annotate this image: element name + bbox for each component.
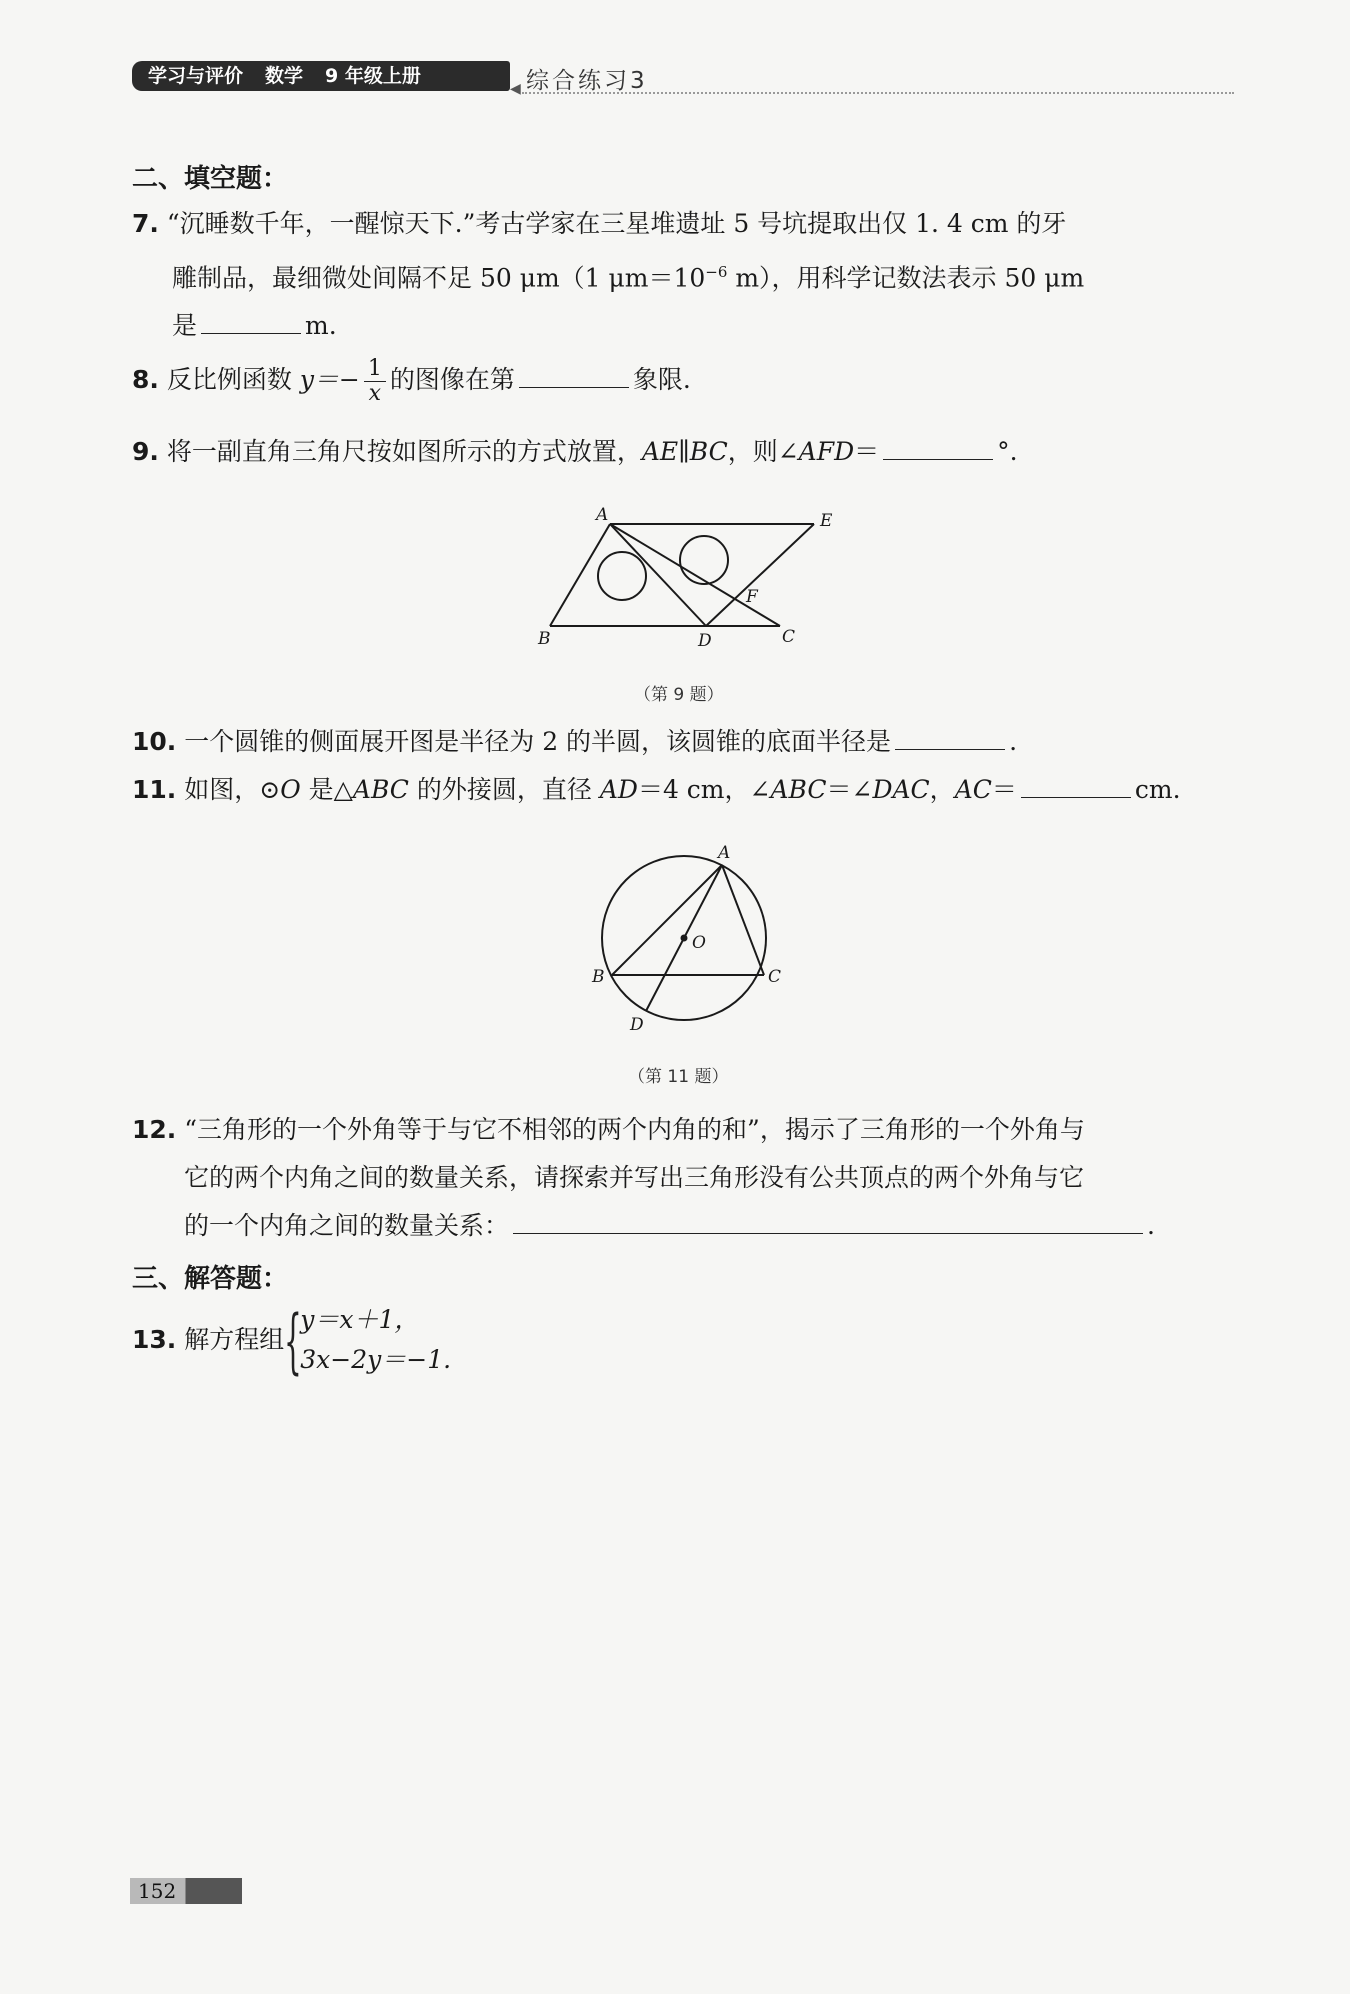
fig9-circle-left (598, 552, 646, 600)
fig9-label-f: F (746, 587, 758, 607)
question-8-frac-num: 1 (364, 357, 386, 382)
question-8-number: 8. (132, 365, 159, 394)
question-12 (132, 1106, 1242, 1250)
fig9-label-d: D (698, 631, 712, 648)
question-13-eq2: 3x−2y＝−1. (300, 1345, 452, 1374)
question-13-text: 解方程组 (184, 1325, 285, 1354)
fig9-label-e: E (820, 511, 833, 531)
fig11-label-c: C (768, 967, 782, 987)
header-subject: 数学 (265, 65, 304, 87)
question-11 (132, 766, 1242, 814)
question-9-afd: AFD (798, 437, 855, 466)
question-10-answer-blank[interactable] (895, 723, 1005, 750)
question-9-text-d: °. (997, 437, 1018, 466)
question-7-line2a: 雕制品，最细微处间隔不足 50 μm（1 μm＝10 (172, 263, 706, 293)
fig11-label-b: B (592, 967, 605, 987)
fig11-line-ab (612, 865, 722, 975)
fig11-center-dot (681, 935, 688, 942)
question-8-text-a: 反比例函数 (166, 365, 300, 394)
question-13-number: 13. (132, 1325, 177, 1354)
question-8-answer-blank[interactable] (519, 361, 629, 388)
question-9-number: 9. (132, 437, 159, 466)
question-11-text-a: 如图，⊙ (184, 775, 281, 804)
question-12-answer-blank[interactable] (513, 1207, 1143, 1234)
question-9-answer-blank[interactable] (883, 433, 993, 460)
question-7 (132, 200, 1242, 350)
figure-11-caption: （第 11 题） (628, 1067, 729, 1087)
fig9-label-b: B (538, 629, 551, 648)
header-rule (522, 92, 1234, 94)
question-8-text-b: 的图像在第 (389, 365, 515, 394)
question-7-line3b: m. (305, 311, 337, 341)
question-12-line2: 它的两个内角之间的数量关系，请探索并写出三角形没有公共顶点的两个外角与它 (184, 1163, 1085, 1192)
question-9-parallel: ∥ (678, 437, 690, 466)
question-11-text-h: cm. (1134, 775, 1181, 804)
fig11-label-a: A (718, 843, 731, 863)
question-12-number: 12. (132, 1115, 177, 1144)
fig9-line-ab (550, 524, 610, 626)
question-10-text-b: . (1009, 727, 1018, 756)
brace-icon: { (284, 1300, 303, 1382)
section-solve-heading: 三、解答题： (132, 1264, 289, 1294)
fig11-label-o: O (692, 933, 706, 953)
question-12-line3b: . (1147, 1211, 1155, 1240)
fig9-label-a: A (596, 505, 609, 525)
fig9-line-ac (610, 524, 780, 626)
question-7-line2b: m），用科学记数法表示 50 μm (727, 263, 1085, 293)
header-grade: 9 年级上册 (325, 65, 421, 87)
question-9-text-c: ＝ (854, 437, 880, 466)
figure-9-caption: （第 9 题） (634, 685, 724, 705)
question-7-line3a: 是 (172, 311, 198, 341)
question-10-text-a: 一个圆锥的侧面展开图是半径为 2 的半圆，该圆锥的底面半径是 (184, 727, 892, 756)
question-11-dac: DAC (872, 775, 930, 804)
figure-9 (530, 498, 850, 648)
fig9-label-c: C (782, 627, 796, 647)
question-11-o: O (280, 775, 301, 804)
question-9 (132, 428, 1242, 476)
question-7-number: 7. (132, 209, 159, 238)
question-9-ae: AE (641, 437, 679, 466)
question-7-answer-blank[interactable] (201, 307, 301, 334)
question-13-system (284, 1300, 451, 1380)
question-11-ad: AD (599, 775, 638, 804)
question-9-text-a: 将一副直角三角尺按如图所示的方式放置， (166, 437, 642, 466)
question-8-frac-den: x (368, 381, 382, 406)
question-7-line1: “沉睡数千年，一醒惊天下.”考古学家在三星堆遗址 5 号坑提取出仅 1. 4 cm 的牙 (166, 209, 1067, 238)
question-9-text-b: ，则∠ (727, 437, 799, 466)
question-8-fraction (364, 357, 386, 406)
question-11-text-d: ＝4 cm，∠ (637, 775, 771, 804)
question-7-exponent: −6 (705, 263, 728, 281)
question-11-number: 11. (132, 775, 177, 804)
figure-11 (582, 836, 782, 1036)
question-8-text-c: 象限. (632, 365, 691, 394)
question-13-eq1: y＝x＋1， (300, 1305, 420, 1334)
question-11-text-b: 是△ (300, 775, 353, 804)
question-8 (132, 356, 1242, 406)
question-9-bc: BC (689, 437, 728, 466)
fig11-label-d: D (630, 1015, 644, 1035)
question-11-text-c: 的外接圆，直径 (408, 775, 600, 804)
question-12-line3a: 的一个内角之间的数量关系： (184, 1211, 510, 1240)
header-book: 学习与评价 (148, 65, 244, 87)
question-11-text-f: ， (929, 775, 955, 804)
question-11-answer-blank[interactable] (1021, 771, 1131, 798)
question-12-line1: “三角形的一个外角等于与它不相邻的两个内角的和”，揭示了三角形的一个外角与 (184, 1115, 1085, 1144)
question-10-number: 10. (132, 727, 177, 756)
page-number: 152 (130, 1878, 242, 1904)
question-11-ac: AC (954, 775, 992, 804)
question-10 (132, 718, 1242, 766)
question-13 (132, 1300, 1242, 1380)
header-book-bar (132, 61, 510, 91)
fig9-circle-right (680, 536, 728, 584)
question-11-text-e: ＝∠ (826, 775, 873, 804)
question-11-abc2: ABC (770, 775, 827, 804)
header-arrow-icon: ◀ (510, 81, 521, 97)
question-11-abc: ABC (352, 775, 409, 804)
header-section-title: 综合练习3 (526, 68, 648, 94)
question-11-text-g: ＝ (991, 775, 1017, 804)
question-8-y-eq: y＝− (299, 365, 360, 394)
section-fill-heading: 二、填空题： (132, 164, 289, 194)
